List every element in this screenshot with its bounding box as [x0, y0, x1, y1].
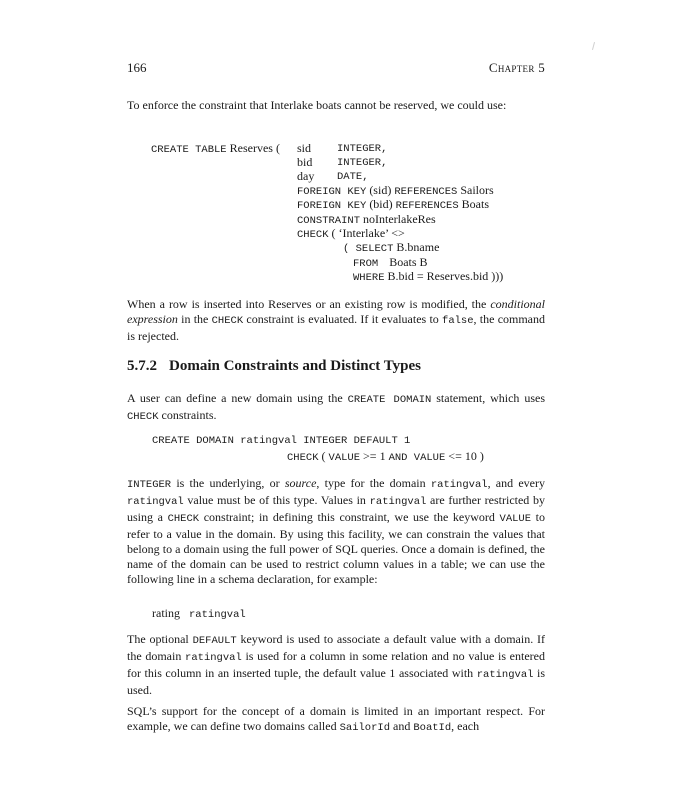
constraint-name: noInterlakeRes	[363, 212, 436, 226]
table-name: Reserves (	[229, 141, 280, 155]
select-expr: B.bname	[396, 240, 440, 254]
text: , the command is rejected.	[127, 312, 546, 343]
code-col-sid	[297, 141, 311, 156]
code-word: CREATE DOMAIN	[347, 394, 432, 406]
text: A user can define a new domain using the	[127, 391, 348, 405]
code-word: BoatId	[413, 722, 452, 734]
code-word: VALUE	[499, 513, 532, 525]
chapter-word: Chapter	[488, 60, 535, 75]
kw-constraint: CONSTRAINT	[297, 215, 361, 227]
text: , each	[451, 719, 480, 733]
code-word: CHECK	[167, 513, 200, 525]
code-rating-column	[152, 606, 246, 623]
code-type-bid: INTEGER,	[337, 157, 388, 169]
paragraph-create-domain	[127, 391, 545, 425]
text: , and every	[487, 476, 545, 490]
fk-table: Sailors	[460, 183, 494, 197]
col-type: ratingval	[189, 609, 246, 621]
text: constraint; in defining this constraint, we use the keyword	[199, 510, 500, 524]
code-word: SailorId	[339, 722, 391, 734]
code-word: ratingval	[185, 652, 242, 664]
check-expr: ( ‘Interlake’ <>	[331, 226, 405, 240]
code-word: ratingval	[369, 496, 427, 508]
text: keyword is used to associate a default value with a domain. If the domain	[127, 632, 545, 663]
code-word: ratingval	[127, 496, 184, 508]
running-header-chapter	[489, 60, 545, 75]
code-word: DEFAULT	[192, 635, 237, 647]
chapter-number: 5	[538, 60, 545, 75]
kw-create-table: CREATE TABLE	[151, 144, 227, 156]
kw-value: VALUE	[328, 452, 361, 464]
fk-col: (bid)	[369, 197, 393, 211]
kw-foreign-key: FOREIGN KEY	[297, 186, 367, 198]
kw-references: REFERENCES	[394, 186, 458, 198]
text: is used.	[127, 666, 545, 697]
code-word: CHECK	[127, 411, 159, 423]
emphasis: conditional expression	[127, 297, 545, 326]
text: and	[390, 719, 414, 733]
col-name: day	[297, 169, 315, 183]
text: The optional	[127, 632, 193, 646]
text: <= 10 )	[445, 449, 484, 463]
text: value must be of this type. Values in	[183, 493, 370, 507]
code-word: ratingval	[430, 479, 488, 491]
text: SQL’s support for the concept of a domain is limited in an important respect. For example, we can define two domains called	[127, 704, 545, 733]
col-name: bid	[297, 155, 313, 169]
code-word: false	[442, 315, 474, 327]
kw-from: FROM	[353, 258, 379, 270]
text: (	[321, 449, 329, 463]
intro-text: To enforce the constraint that Interlake boats cannot be reserved, we could use:	[127, 98, 507, 112]
kw-references: REFERENCES	[395, 200, 459, 212]
text: When a row is inserted into Reserves or an existing row is modified, the	[127, 297, 491, 311]
col-name: rating	[152, 606, 180, 620]
text: , type for the domain	[316, 476, 431, 490]
emphasis: source	[284, 476, 317, 490]
fk-col: (sid)	[369, 183, 392, 197]
kw-where: WHERE	[353, 272, 385, 284]
fk-table: Boats	[461, 197, 489, 211]
text: constraint is evaluated. If it evaluates to	[243, 312, 443, 326]
kw-and-value: AND VALUE	[388, 452, 446, 464]
code-line-create-table	[151, 141, 280, 158]
paragraph-domain-limits	[127, 704, 545, 736]
code-where	[353, 269, 503, 286]
code-create-domain: CREATE DOMAIN ratingval INTEGER DEFAULT 1	[152, 435, 411, 447]
code-type-sid: INTEGER,	[337, 143, 388, 155]
section-title: Domain Constraints and Distinct Types	[169, 358, 421, 374]
paragraph-domain-explanation	[127, 476, 545, 587]
code-word: ratingval	[476, 669, 534, 681]
where-expr: B.bid = Reserves.bid )))	[387, 269, 504, 283]
paragraph-check-evaluation	[127, 297, 545, 344]
kw-select: ( SELECT	[343, 243, 394, 255]
code-word: CHECK	[211, 315, 244, 327]
kw-check: CHECK	[297, 229, 329, 241]
code-col-day	[297, 169, 314, 184]
paragraph-default-keyword	[127, 632, 545, 698]
code-domain-check	[287, 449, 484, 466]
text: >= 1	[360, 449, 389, 463]
text: to refer to a value in the domain. By using this facility, we can constrain the values that belong to a domain using the full power of SQL queries. Once a domain is defined, the name of the domain can be used to restrict column values in a table; we can use the following line in a schema declaration, for example:	[127, 510, 545, 586]
intro-paragraph	[127, 98, 545, 113]
kw-foreign-key: FOREIGN KEY	[297, 200, 367, 212]
code-col-bid	[297, 155, 312, 170]
section-number: 5.7.2	[127, 358, 157, 374]
text: constraints.	[158, 408, 217, 422]
text: are further restricted by using a	[127, 493, 545, 524]
scan-mark	[592, 42, 595, 50]
text: is used for a column in some relation and no value is entered for this column in an inserted tuple, the default value 1 associated with	[127, 649, 545, 680]
kw-check: CHECK	[287, 452, 319, 464]
page-number: 166	[127, 60, 147, 75]
text: in the	[177, 312, 212, 326]
text: is the underlying, or	[171, 476, 285, 490]
text: statement, which uses	[431, 391, 545, 405]
section-heading	[127, 359, 421, 374]
code-type-day: DATE,	[337, 171, 369, 183]
from-expr: Boats B	[389, 255, 428, 269]
code-word: INTEGER	[127, 479, 172, 491]
col-name: sid	[297, 141, 312, 155]
